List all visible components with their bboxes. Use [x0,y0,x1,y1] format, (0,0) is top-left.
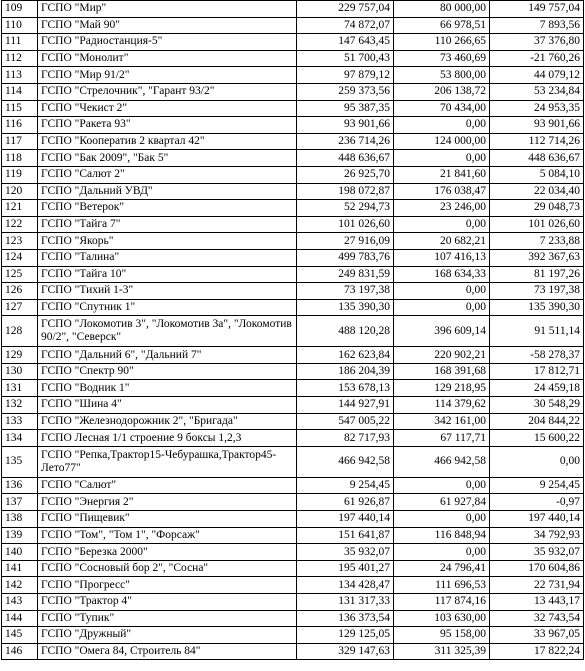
balance-cell: 112 714,26 [490,133,584,150]
amount-paid-cell: 24 796,41 [394,560,490,577]
amount-accrued-cell: 95 387,35 [297,100,394,117]
table-row [2,249,584,266]
balance-cell: 17 822,24 [490,643,584,660]
amount-accrued-cell: 97 879,12 [297,67,394,84]
cooperative-name-cell: ГСПО "Тайга 10" [38,266,297,283]
amount-accrued-cell: 93 901,66 [297,117,394,134]
amount-paid-cell: 110 266,65 [394,34,490,51]
row-number-cell: 146 [2,643,38,660]
table-row [2,266,584,283]
cooperative-name-cell: ГСПО "Тупик" [38,610,297,627]
balance-cell: 44 079,12 [490,67,584,84]
table-row [2,511,584,528]
row-number-cell: 130 [2,363,38,380]
table-row [2,494,584,511]
table-row [2,34,584,51]
cooperative-name-cell: ГСПО "Березка 2000" [38,544,297,561]
balance-cell: 17 812,71 [490,363,584,380]
amount-paid-cell: 124 000,00 [394,133,490,150]
table-row [2,544,584,561]
balance-cell: 30 548,29 [490,397,584,414]
amount-accrued-cell: 259 373,56 [297,83,394,100]
table-row [2,233,584,250]
row-number-cell: 136 [2,477,38,494]
table-row [2,299,584,316]
balance-cell: 197 440,14 [490,511,584,528]
cooperative-name-cell: ГСПО "Дружный" [38,627,297,644]
balance-cell: 73 197,38 [490,283,584,300]
amount-paid-cell: 111 696,53 [394,577,490,594]
row-number-cell: 109 [2,1,38,18]
cooperative-name-cell: ГСПО "Якорь" [38,233,297,250]
amount-paid-cell: 116 848,94 [394,527,490,544]
table-row [2,477,584,494]
amount-accrued-cell: 82 717,93 [297,430,394,447]
table-row [2,117,584,134]
amount-accrued-cell: 162 623,84 [297,347,394,364]
table-row [2,166,584,183]
cooperative-name-cell: ГСПО "Кооператив 2 квартал 42" [38,133,297,150]
amount-paid-cell: 53 800,00 [394,67,490,84]
amount-accrued-cell: 52 294,73 [297,200,394,217]
balance-cell: 392 367,63 [490,249,584,266]
row-number-cell: 127 [2,299,38,316]
table-row [2,380,584,397]
cooperative-name-cell: ГСПО "Мир 91/2" [38,67,297,84]
balance-cell: 93 901,66 [490,117,584,134]
table-row [2,430,584,447]
cooperative-name-cell: ГСПО "Стрелочник", "Гарант 93/2" [38,83,297,100]
cooperative-name-cell: ГСПО Лесная 1/1 строение 9 боксы 1,2,3 [38,430,297,447]
row-number-cell: 116 [2,117,38,134]
row-number-cell: 119 [2,166,38,183]
balance-cell: 7 233,88 [490,233,584,250]
amount-accrued-cell: 74 872,07 [297,17,394,34]
balance-cell: 0,00 [490,446,584,477]
amount-accrued-cell: 153 678,13 [297,380,394,397]
amount-accrued-cell: 151 641,87 [297,527,394,544]
row-number-cell: 144 [2,610,38,627]
amount-paid-cell: 0,00 [394,216,490,233]
amount-paid-cell: 66 978,51 [394,17,490,34]
amount-accrued-cell: 61 926,87 [297,494,394,511]
cooperative-name-cell: ГСПО "Тихий 1-3" [38,283,297,300]
table-row [2,283,584,300]
amount-paid-cell: 0,00 [394,477,490,494]
cooperative-name-cell: ГСПО "Прогресс" [38,577,297,594]
balance-cell: 22 034,40 [490,183,584,200]
amount-accrued-cell: 499 783,76 [297,249,394,266]
amount-accrued-cell: 198 072,87 [297,183,394,200]
amount-accrued-cell: 144 927,91 [297,397,394,414]
amount-paid-cell: 0,00 [394,117,490,134]
balance-cell: 7 893,56 [490,17,584,34]
row-number-cell: 145 [2,627,38,644]
amount-paid-cell: 21 841,60 [394,166,490,183]
table-row [2,560,584,577]
balance-cell: 81 197,26 [490,266,584,283]
amount-accrued-cell: 129 125,05 [297,627,394,644]
cooperative-name-cell: ГСПО "Сосновый бор 2", "Сосна" [38,560,297,577]
cooperative-name-cell: ГСПО "Ветерок" [38,200,297,217]
table-row [2,183,584,200]
table-row [2,67,584,84]
amount-accrued-cell: 51 700,43 [297,50,394,67]
amount-accrued-cell: 236 714,26 [297,133,394,150]
cooperative-name-cell: ГСПО "Шина 4" [38,397,297,414]
balance-cell: 53 234,84 [490,83,584,100]
amount-accrued-cell: 73 197,38 [297,283,394,300]
row-number-cell: 123 [2,233,38,250]
balance-cell: 29 048,73 [490,200,584,217]
balance-cell: 204 844,22 [490,413,584,430]
cooperative-name-cell: ГСПО "Дальний 6", "Дальний 7" [38,347,297,364]
table-row [2,83,584,100]
amount-paid-cell: 70 434,00 [394,100,490,117]
row-number-cell: 141 [2,560,38,577]
cooperative-name-cell: ГСПО "Спутник 1" [38,299,297,316]
table-row [2,363,584,380]
row-number-cell: 132 [2,397,38,414]
table-body [2,1,584,660]
row-number-cell: 115 [2,100,38,117]
balance-cell: 33 967,05 [490,627,584,644]
amount-paid-cell: 396 609,14 [394,316,490,347]
cooperative-name-cell: ГСПО "Водник 1" [38,380,297,397]
balance-cell: 149 757,04 [490,1,584,18]
cooperative-name-cell: ГСПО "Май 90" [38,17,297,34]
row-number-cell: 118 [2,150,38,167]
balance-cell: 15 600,22 [490,430,584,447]
table-row [2,413,584,430]
balance-cell: -21 760,26 [490,50,584,67]
row-number-cell: 140 [2,544,38,561]
amount-paid-cell: 23 246,00 [394,200,490,217]
table-row [2,316,584,347]
row-number-cell: 142 [2,577,38,594]
cooperative-name-cell: ГСПО "Репка,Трактор15-Чебурашка,Трактор45-Лето77" [38,446,297,477]
table-row [2,216,584,233]
cooperative-name-cell: ГСПО "Трактор 4" [38,594,297,611]
row-number-cell: 112 [2,50,38,67]
amount-accrued-cell: 9 254,45 [297,477,394,494]
amount-accrued-cell: 101 026,60 [297,216,394,233]
cooperative-name-cell: ГСПО "Мир" [38,1,297,18]
row-number-cell: 126 [2,283,38,300]
row-number-cell: 125 [2,266,38,283]
row-number-cell: 135 [2,446,38,477]
row-number-cell: 122 [2,216,38,233]
amount-paid-cell: 107 416,13 [394,249,490,266]
amount-paid-cell: 342 161,00 [394,413,490,430]
row-number-cell: 139 [2,527,38,544]
amount-paid-cell: 61 927,84 [394,494,490,511]
amount-paid-cell: 466 942,58 [394,446,490,477]
balance-cell: 13 443,17 [490,594,584,611]
amount-accrued-cell: 136 373,54 [297,610,394,627]
balance-cell: 37 376,80 [490,34,584,51]
table-row [2,446,584,477]
row-number-cell: 124 [2,249,38,266]
cooperative-name-cell: ГСПО "Пищевик" [38,511,297,528]
row-number-cell: 131 [2,380,38,397]
row-number-cell: 134 [2,430,38,447]
amount-paid-cell: 0,00 [394,544,490,561]
row-number-cell: 138 [2,511,38,528]
amount-accrued-cell: 329 147,63 [297,643,394,660]
amount-accrued-cell: 229 757,04 [297,1,394,18]
table-row [2,627,584,644]
amount-paid-cell: 168 634,33 [394,266,490,283]
amount-accrued-cell: 26 925,70 [297,166,394,183]
amount-paid-cell: 0,00 [394,511,490,528]
row-number-cell: 111 [2,34,38,51]
table-row [2,133,584,150]
amount-accrued-cell: 135 390,30 [297,299,394,316]
balance-cell: 91 511,14 [490,316,584,347]
table-row [2,594,584,611]
balance-cell: 9 254,45 [490,477,584,494]
gspo-payments-table [1,0,584,660]
cooperative-name-cell: ГСПО "Тайга 7" [38,216,297,233]
amount-accrued-cell: 186 204,39 [297,363,394,380]
row-number-cell: 128 [2,316,38,347]
table-row [2,17,584,34]
table-row [2,200,584,217]
balance-cell: 5 084,10 [490,166,584,183]
row-number-cell: 133 [2,413,38,430]
table-row [2,643,584,660]
amount-paid-cell: 73 460,69 [394,50,490,67]
amount-paid-cell: 176 038,47 [394,183,490,200]
amount-paid-cell: 168 391,68 [394,363,490,380]
cooperative-name-cell: ГСПО "Радиостанция-5" [38,34,297,51]
table-row [2,100,584,117]
row-number-cell: 121 [2,200,38,217]
cooperative-name-cell: ГСПО "Салют 2" [38,166,297,183]
cooperative-name-cell: ГСПО "Салют" [38,477,297,494]
cooperative-name-cell: ГСПО "Бак 2009", "Бак 5" [38,150,297,167]
cooperative-name-cell: ГСПО "Чекист 2" [38,100,297,117]
row-number-cell: 129 [2,347,38,364]
table-row [2,150,584,167]
amount-accrued-cell: 249 831,59 [297,266,394,283]
cooperative-name-cell: ГСПО "Спектр 90" [38,363,297,380]
amount-paid-cell: 20 682,21 [394,233,490,250]
amount-accrued-cell: 547 005,22 [297,413,394,430]
table-row [2,527,584,544]
row-number-cell: 143 [2,594,38,611]
table-row [2,347,584,364]
balance-cell: -58 278,37 [490,347,584,364]
cooperative-name-cell: ГСПО "Том", "Том 1", "Форсаж" [38,527,297,544]
amount-accrued-cell: 488 120,28 [297,316,394,347]
amount-accrued-cell: 134 428,47 [297,577,394,594]
amount-paid-cell: 311 325,39 [394,643,490,660]
cooperative-name-cell: ГСПО "Ракета 93" [38,117,297,134]
table-row [2,577,584,594]
balance-cell: 34 792,93 [490,527,584,544]
amount-paid-cell: 129 218,95 [394,380,490,397]
amount-paid-cell: 220 902,21 [394,347,490,364]
amount-accrued-cell: 27 916,09 [297,233,394,250]
cooperative-name-cell: ГСПО "Омега 84, Строитель 84" [38,643,297,660]
row-number-cell: 120 [2,183,38,200]
balance-cell: 101 026,60 [490,216,584,233]
balance-cell: -0,97 [490,494,584,511]
amount-accrued-cell: 466 942,58 [297,446,394,477]
balance-cell: 22 731,94 [490,577,584,594]
cooperative-name-cell: ГСПО "Монолит" [38,50,297,67]
amount-accrued-cell: 195 401,27 [297,560,394,577]
amount-paid-cell: 67 117,71 [394,430,490,447]
cooperative-name-cell: ГСПО "Локомотив 3", "Локомотив 3а", "Локомотив 90/2", "Северск" [38,316,297,347]
row-number-cell: 117 [2,133,38,150]
amount-paid-cell: 103 630,00 [394,610,490,627]
balance-cell: 24 953,35 [490,100,584,117]
cooperative-name-cell: ГСПО "Дальний УВД" [38,183,297,200]
cooperative-name-cell: ГСПО "Энергия 2" [38,494,297,511]
cooperative-name-cell: ГСПО "Железнодорожник 2", "Бригада" [38,413,297,430]
table-row [2,1,584,18]
row-number-cell: 113 [2,67,38,84]
amount-paid-cell: 0,00 [394,299,490,316]
amount-paid-cell: 0,00 [394,150,490,167]
amount-accrued-cell: 197 440,14 [297,511,394,528]
amount-accrued-cell: 35 932,07 [297,544,394,561]
balance-cell: 35 932,07 [490,544,584,561]
amount-accrued-cell: 131 317,33 [297,594,394,611]
cooperative-name-cell: ГСПО "Талина" [38,249,297,266]
amount-paid-cell: 206 138,72 [394,83,490,100]
amount-paid-cell: 0,00 [394,283,490,300]
balance-cell: 32 743,54 [490,610,584,627]
amount-paid-cell: 95 158,00 [394,627,490,644]
table-row [2,610,584,627]
balance-cell: 170 604,86 [490,560,584,577]
table-row [2,50,584,67]
amount-paid-cell: 80 000,00 [394,1,490,18]
balance-cell: 135 390,30 [490,299,584,316]
amount-paid-cell: 114 379,62 [394,397,490,414]
amount-accrued-cell: 147 643,45 [297,34,394,51]
balance-cell: 24 459,18 [490,380,584,397]
row-number-cell: 137 [2,494,38,511]
row-number-cell: 114 [2,83,38,100]
table-row [2,397,584,414]
amount-paid-cell: 117 874,16 [394,594,490,611]
balance-cell: 448 636,67 [490,150,584,167]
amount-accrued-cell: 448 636,67 [297,150,394,167]
row-number-cell: 110 [2,17,38,34]
